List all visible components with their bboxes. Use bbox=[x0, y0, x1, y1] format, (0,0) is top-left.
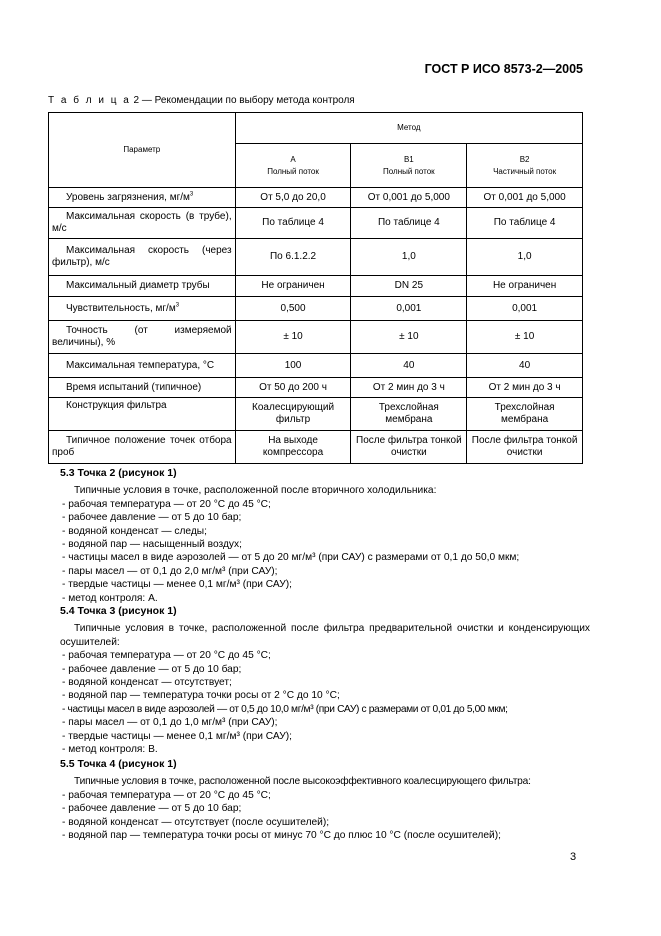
param-cell: Типичное положение точек отбора проб bbox=[49, 431, 236, 464]
table-row bbox=[49, 431, 583, 464]
section-title: 5.4 Точка 3 (рисунок 1) bbox=[60, 605, 177, 617]
list-item: - рабочая температура — от 20 °С до 45 °С; bbox=[62, 498, 271, 510]
value-b2: 0,001 bbox=[467, 297, 583, 321]
value-b1: После фильтра тонкой очистки bbox=[351, 431, 467, 464]
value-b2: Не ограничен bbox=[467, 276, 583, 297]
value-b1: 1,0 bbox=[351, 239, 467, 276]
value-b2: По таблице 4 bbox=[467, 208, 583, 239]
list-item: - рабочее давление — от 5 до 10 бар; bbox=[62, 663, 242, 675]
value-b1: От 2 мин до 3 ч bbox=[351, 378, 467, 398]
table-row bbox=[49, 398, 583, 431]
method-table bbox=[48, 112, 583, 464]
condition-list bbox=[60, 649, 590, 756]
value-b1: Трехслойная мембрана bbox=[351, 398, 467, 431]
method-header: Метод bbox=[235, 113, 582, 144]
param-cell: Конструкция фильтра bbox=[49, 398, 236, 431]
table-row bbox=[49, 378, 583, 398]
list-item: - рабочая температура — от 20 °С до 45 °С; bbox=[62, 789, 271, 801]
section-5-5 bbox=[60, 754, 590, 842]
list-item: - твердые частицы — менее 0,1 мг/м³ (при САУ); bbox=[62, 579, 292, 591]
list-item: - частицы масел в виде аэрозолей — от 0,5 до 10,0 мг/м³ (при САУ) с размерами от 0,01 до 5,00 мкм; bbox=[62, 703, 508, 715]
value-b2: После фильтра тонкой очистки bbox=[467, 431, 583, 464]
param-cell: Чувствительность, $мг/м^3$ bbox=[49, 297, 236, 321]
param-cell: Максимальная скорость (в трубе), м/с bbox=[49, 208, 236, 239]
section-title: 5.5 Точка 4 (рисунок 1) bbox=[60, 758, 177, 770]
table-caption-text: 2 — Рекомендации по выбору метода контроля bbox=[130, 95, 355, 106]
list-item: - водяной пар — насыщенный воздух; bbox=[62, 539, 242, 551]
value-a: ± 10 bbox=[235, 321, 351, 354]
value-b1: 0,001 bbox=[351, 297, 467, 321]
list-item: - водяной конденсат — следы; bbox=[62, 525, 207, 537]
list-item: - метод контроля: В. bbox=[62, 744, 158, 756]
table-caption-label: Т а б л и ц а bbox=[48, 95, 131, 106]
value-a: На выходе компрессора bbox=[235, 431, 351, 464]
param-cell: Точность (от измеряемой величины), % bbox=[49, 321, 236, 354]
list-item: - водяной конденсат — отсутствует; bbox=[62, 677, 232, 689]
param-cell: Максимальный диаметр трубы bbox=[49, 276, 236, 297]
page-number: 3 bbox=[570, 851, 577, 863]
value-a: 0,500 bbox=[235, 297, 351, 321]
param-cell: Максимальная скорость (через фильтр), м/с bbox=[49, 239, 236, 276]
value-b1: DN 25 bbox=[351, 276, 467, 297]
method-b1-header: B1 Полный поток bbox=[351, 144, 467, 188]
table-row bbox=[49, 188, 583, 208]
table-row bbox=[49, 354, 583, 378]
value-b2: От 0,001 до 5,000 bbox=[467, 188, 583, 208]
table-caption bbox=[48, 95, 355, 106]
value-a: От 5,0 до 20,0 bbox=[235, 188, 351, 208]
list-item: - частицы масел в виде аэрозолей — от 5 до 20 мг/м³ (при САУ) с размерами от 0,1 до 50,0 мкм; bbox=[62, 552, 520, 564]
value-b1: От 0,001 до 5,000 bbox=[351, 188, 467, 208]
list-item: - рабочая температура — от 20 °С до 45 °С; bbox=[62, 650, 271, 662]
value-b1: 40 bbox=[351, 354, 467, 378]
list-item: - пары масел — от 0,1 до 1,0 мг/м³ (при САУ); bbox=[62, 717, 278, 729]
value-a: Коалесцирующий фильтр bbox=[235, 398, 351, 431]
method-b2-header: B2 Частичный поток bbox=[467, 144, 583, 188]
value-a: 100 bbox=[235, 354, 351, 378]
condition-list bbox=[60, 498, 590, 605]
value-b1: ± 10 bbox=[351, 321, 467, 354]
table-row bbox=[49, 321, 583, 354]
section-intro: Типичные условия в точке, расположенной после фильтра предварительной очистки и конденсирующих осушителей: bbox=[60, 623, 590, 648]
value-b2: ± 10 bbox=[467, 321, 583, 354]
condition-list bbox=[60, 789, 590, 843]
table-row bbox=[49, 297, 583, 321]
value-b2: Трехслойная мембрана bbox=[467, 398, 583, 431]
param-header: Параметр bbox=[49, 113, 236, 188]
table-row bbox=[49, 239, 583, 276]
list-item: - водяной пар — температура точки росы от 2 °С до 10 °С; bbox=[62, 690, 340, 702]
list-item: - метод контроля: А. bbox=[62, 592, 158, 604]
section-5-4 bbox=[60, 601, 590, 756]
list-item: - пары масел — от 0,1 до 2,0 мг/м³ (при САУ); bbox=[62, 565, 278, 577]
value-b2: 40 bbox=[467, 354, 583, 378]
value-a: По таблице 4 bbox=[235, 208, 351, 239]
param-cell: Время испытаний (типичное) bbox=[49, 378, 236, 398]
param-cell: Уровень загрязнения, $мг/м^3$ bbox=[49, 188, 236, 208]
section-5-3 bbox=[60, 463, 590, 605]
list-item: - водяной конденсат — отсутствует (после осушителей); bbox=[62, 816, 330, 828]
value-b1: По таблице 4 bbox=[351, 208, 467, 239]
list-item: - твердые частицы — менее 0,1 мг/м³ (при САУ); bbox=[62, 730, 292, 742]
list-item: - водяной пар — температура точки росы от минус 70 °С до плюс 10 °С (после осушителей); bbox=[62, 830, 501, 842]
value-a: От 50 до 200 ч bbox=[235, 378, 351, 398]
value-a: По 6.1.2.2 bbox=[235, 239, 351, 276]
table-row bbox=[49, 208, 583, 239]
document-header: ГОСТ Р ИСО 8573-2—2005 bbox=[424, 62, 583, 76]
section-title: 5.3 Точка 2 (рисунок 1) bbox=[60, 467, 177, 479]
value-a: Не ограничен bbox=[235, 276, 351, 297]
value-b2: 1,0 bbox=[467, 239, 583, 276]
list-item: - рабочее давление — от 5 до 10 бар; bbox=[62, 512, 242, 524]
value-b2: От 2 мин до 3 ч bbox=[467, 378, 583, 398]
section-intro: Типичные условия в точке, расположенной после высокоэффективного коалесцирующего фильтра: bbox=[74, 776, 531, 788]
section-intro: Типичные условия в точке, расположенной после вторичного холодильника: bbox=[74, 485, 437, 497]
table-row bbox=[49, 276, 583, 297]
list-item: - рабочее давление — от 5 до 10 бар; bbox=[62, 803, 242, 815]
param-cell: Максимальная температура, °С bbox=[49, 354, 236, 378]
method-a-header: A Полный поток bbox=[235, 144, 351, 188]
